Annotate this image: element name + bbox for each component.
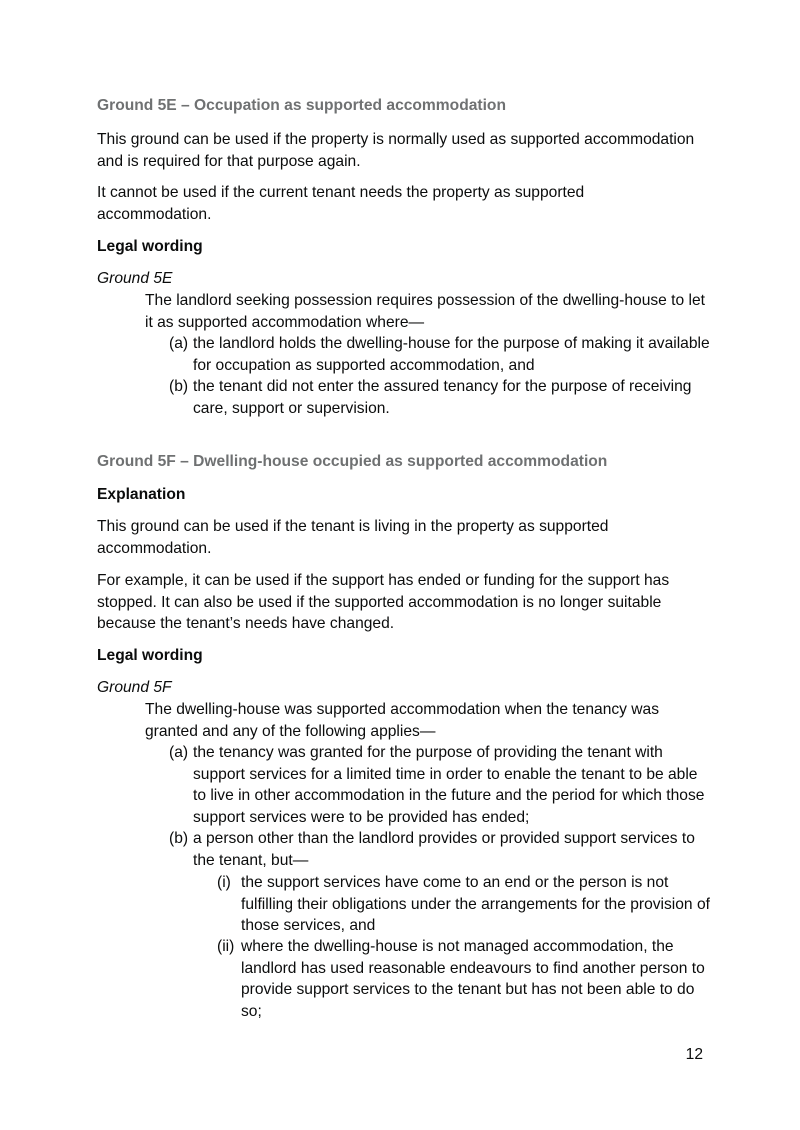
item-label: (b) [169,378,189,395]
ground-5e-item-b [169,376,713,419]
item-text: the tenancy was granted for the purpose of providing the tenant with support services for a limited time in order to enable the tenant to be able to live in other accommodation in the future and the period for which those support services were to be provided has ended; [193,744,705,826]
subitem-label: (i) [217,874,231,891]
ground-5e-title: Ground 5E [97,270,173,287]
subitem-text: where the dwelling-house is not managed accommodation, the landlord has used reasonable endeavours to find another person to provide support services to the tenant but has not been able to do so; [241,938,705,1020]
page-number: 12 [685,1046,703,1063]
section-5f-paragraph-1: This ground can be used if the tenant is living in the property as supported accommodation. [97,518,609,557]
item-text: a person other than the landlord provides or provided support services to the tenant, but— [193,830,695,869]
item-label: (a) [169,335,189,352]
section-5f-paragraph-2: For example, it can be used if the support has ended or funding for the support has stopped. It can also be used if the supported accommodation is no longer suitable because the tenant’s needs have changed. [97,572,670,632]
ground-5f-subitem-ii [217,936,715,1022]
section-5e-legal-heading: Legal wording [97,238,203,255]
section-5e-paragraph-2: It cannot be used if the current tenant needs the property as supported accommodation. [97,184,585,223]
section-5f-explanation-heading: Explanation [97,486,186,503]
ground-5f-subitem-i [217,872,715,937]
section-5f-heading: Ground 5F – Dwelling-house occupied as supported accommodation [97,453,608,470]
section-5e-paragraph-1: This ground can be used if the property is normally used as supported accommodation and is required for that purpose again. [97,131,695,170]
subitem-label: (ii) [217,938,235,955]
item-label: (b) [169,830,189,847]
item-label: (a) [169,744,189,761]
section-5e-heading: Ground 5E – Occupation as supported accommodation [97,97,506,114]
ground-5e-item-a [169,333,713,376]
subitem-text: the support services have come to an end or the person is not fulfilling their obligations under the arrangements for the provision of those services, and [241,874,710,934]
item-text: the tenant did not enter the assured tenancy for the purpose of receiving care, support or supervision. [193,378,692,417]
ground-5f-intro: The dwelling-house was supported accommodation when the tenancy was granted and any of the following applies— [145,701,660,740]
section-5f-legal-heading: Legal wording [97,647,203,664]
ground-5f-item-a [169,742,713,828]
ground-5e-intro: The landlord seeking possession requires possession of the dwelling-house to let it as supported accommodation where— [145,292,705,331]
item-text: the landlord holds the dwelling-house for the purpose of making it available for occupation as supported accommodation, and [193,335,710,374]
ground-5f-item-b [169,828,713,871]
ground-5f-title: Ground 5F [97,679,172,696]
